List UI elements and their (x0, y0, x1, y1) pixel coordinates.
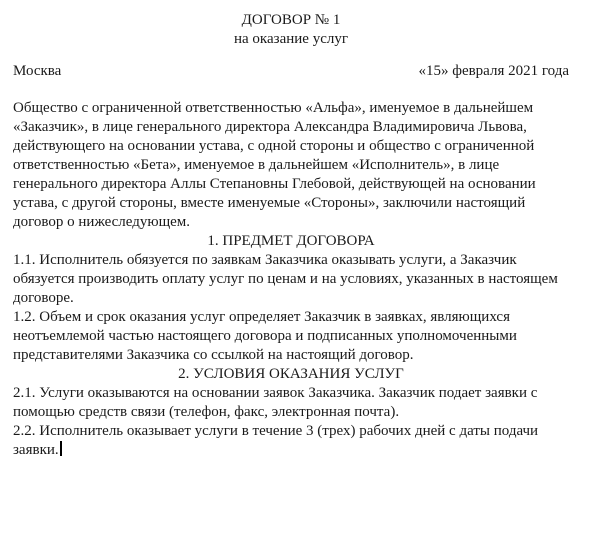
document-title[interactable]: ДОГОВОР № 1 (241, 12, 341, 28)
clause-1-2[interactable]: 1.2. Объем и срок оказания услуг определяет Заказчик в заявках, являющихся неотъемлемой частью настоящего договора и подписанных уполномоченными представителями Заказчика со ссылкой на настоящий договор. (13, 309, 517, 363)
clause-2-2[interactable] (13, 422, 569, 460)
clause-2-2-text: 2.2. Исполнитель оказывает услуги в течение 3 (трех) рабочих дней с даты подачи заявки. (13, 423, 539, 458)
clause-1-1[interactable]: 1.1. Исполнитель обязуется по заявкам Заказчика оказывать услуги, а Заказчик обязуется производить оплату услуг по ценам и на условиях, указанных в настоящем договоре. (13, 252, 558, 306)
document-meta-row (13, 62, 569, 81)
document-subtitle[interactable]: на оказание услуг (234, 31, 348, 47)
text-caret (60, 441, 62, 456)
document-city[interactable]: Москва (13, 63, 62, 79)
section-2-heading[interactable]: 2. УСЛОВИЯ ОКАЗАНИЯ УСЛУГ (178, 366, 404, 382)
section-1-heading[interactable]: 1. ПРЕДМЕТ ДОГОВОРА (207, 233, 375, 249)
clause-2-1[interactable]: 2.1. Услуги оказываются на основании заявок Заказчика. Заказчик подает заявки с помощью средств связи (телефон, факс, электронная почта). (13, 385, 538, 420)
document-date[interactable]: «15» февраля 2021 года (418, 63, 569, 79)
document-title-block (13, 11, 569, 49)
preamble-paragraph[interactable]: Общество с ограниченной ответственностью «Альфа», именуемое в дальнейшем «Заказчик», в лице генерального директора Александра Владимировича Львова, действующего на основании устава, с одной стороны и общество с ограниченной ответственностью «Бета», именуемое в дальнейшем «Исполнитель», в лице генерального директора Аллы Степановны Глебовой, действующей на основании устава, с другой стороны, вместе именуемые «Стороны», заключили настоящий договор о нижеследующем. (13, 100, 536, 230)
